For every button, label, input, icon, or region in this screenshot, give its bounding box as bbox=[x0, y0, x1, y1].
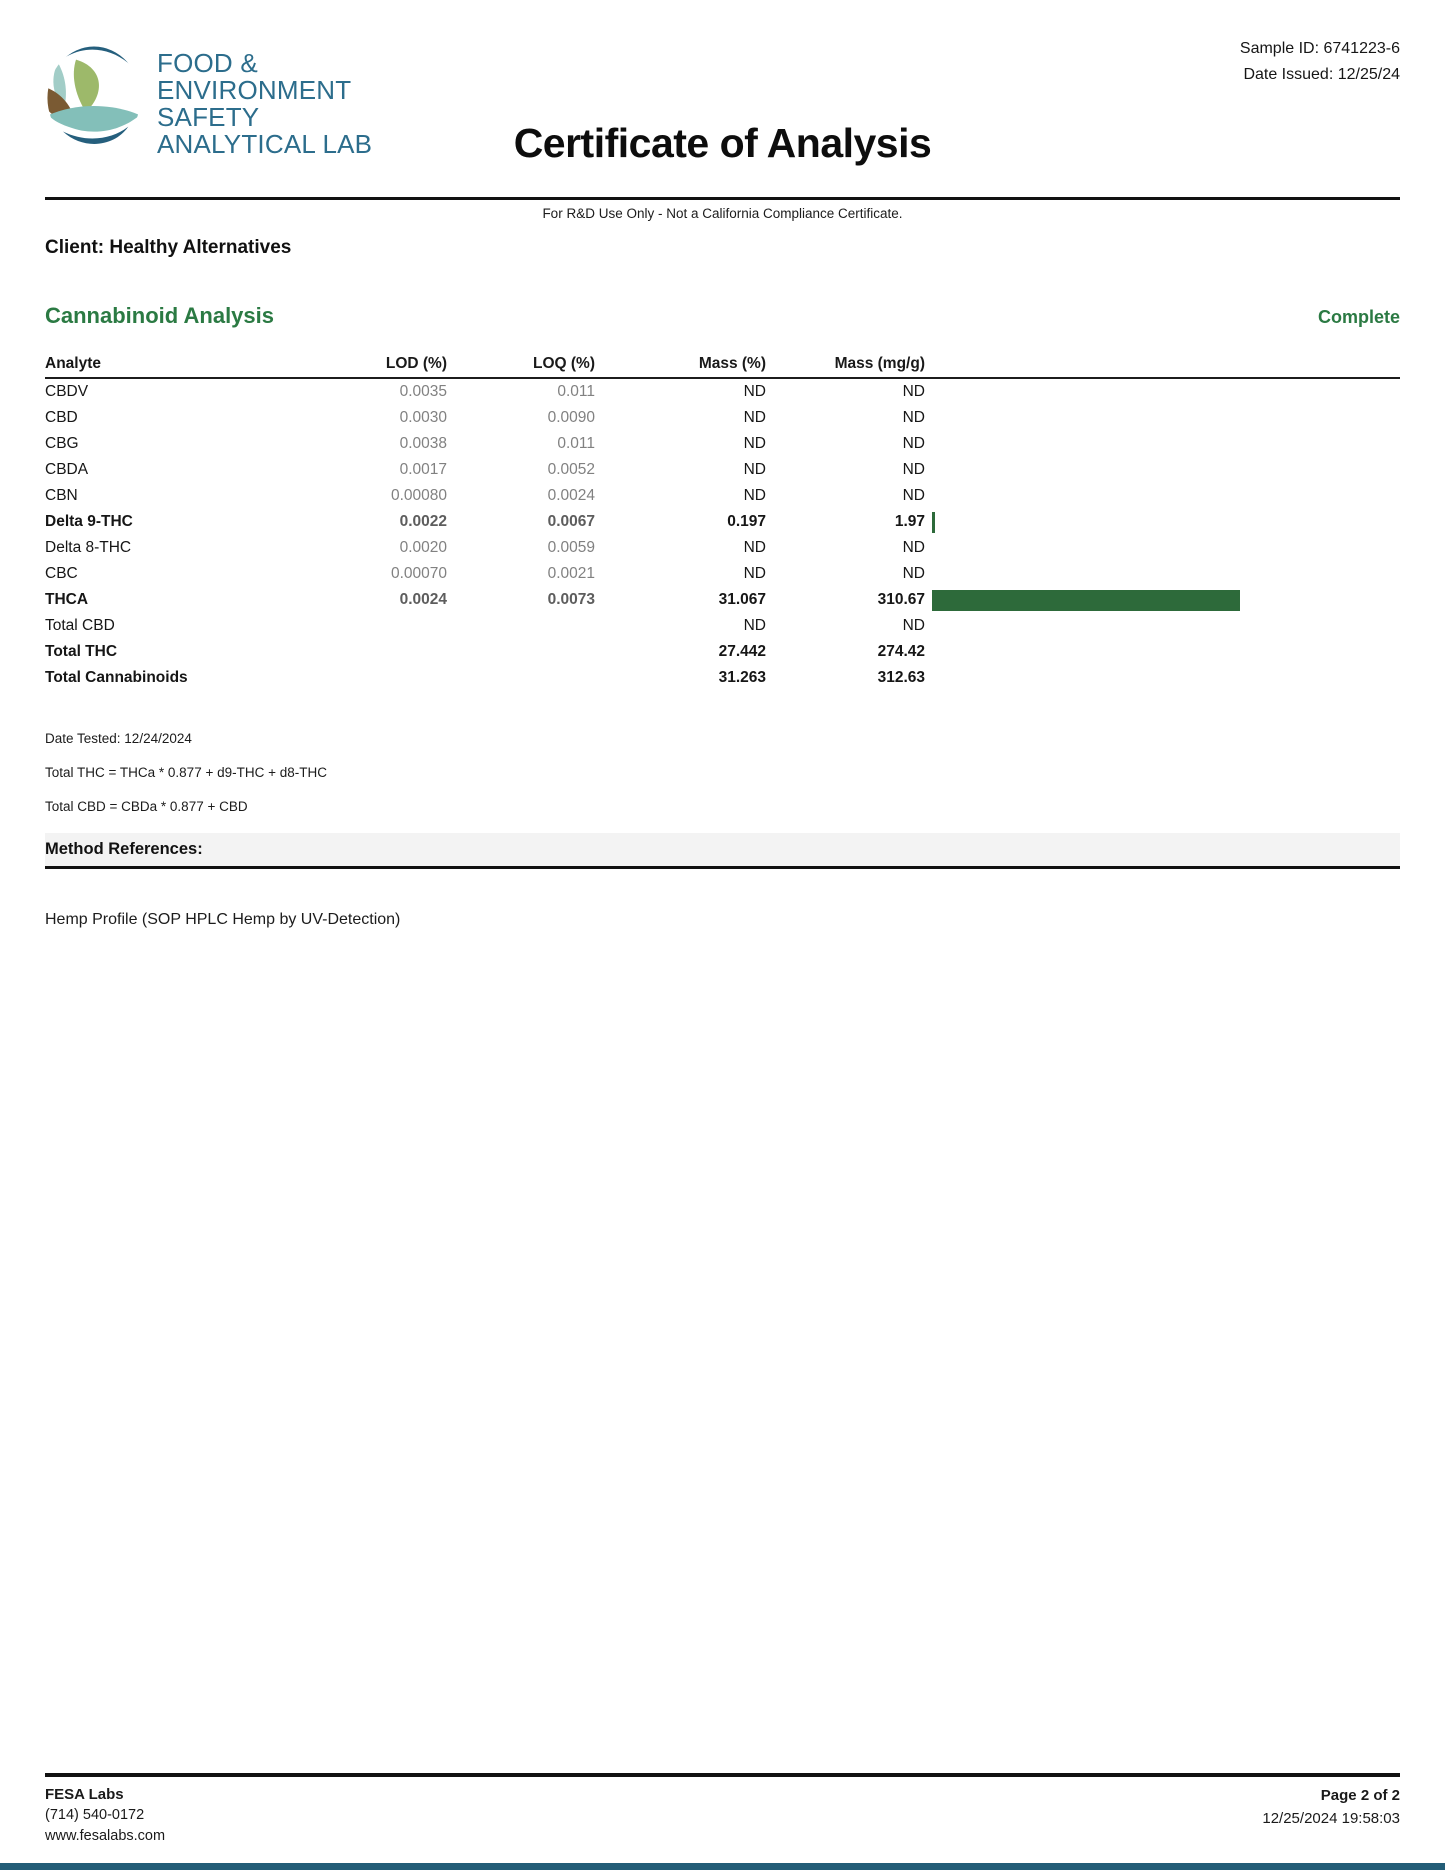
mass-mg-cell: 1.97 bbox=[894, 513, 925, 530]
lod-cell: 0.0035 bbox=[399, 383, 447, 400]
mass-mg-cell: ND bbox=[902, 409, 925, 426]
table-row bbox=[45, 509, 1400, 535]
mass-pct-cell: ND bbox=[743, 383, 766, 400]
footer-page-info bbox=[1262, 1784, 1400, 1847]
loq-cell: 0.0059 bbox=[547, 539, 595, 556]
column-header-lod: LOD (%) bbox=[385, 355, 447, 372]
mass-bar-cell bbox=[925, 509, 1400, 535]
mass-pct-cell: 0.197 bbox=[727, 513, 766, 530]
loq-cell: 0.011 bbox=[557, 435, 595, 452]
mass-pct-cell: ND bbox=[743, 461, 766, 478]
method-reference-item: Hemp Profile (SOP HPLC Hemp by UV-Detection) bbox=[45, 911, 401, 928]
table-row bbox=[45, 639, 1400, 665]
analyte-cell: Delta 9-THC bbox=[45, 513, 133, 530]
table-header-row bbox=[45, 351, 1400, 379]
mass-pct-cell: ND bbox=[743, 435, 766, 452]
mass-bar-cell bbox=[925, 483, 1400, 509]
column-header-mass-mg: Mass (mg/g) bbox=[834, 355, 925, 372]
mass-mg-cell: ND bbox=[902, 617, 925, 634]
loq-cell: 0.0067 bbox=[547, 513, 595, 530]
mass-mg-cell: ND bbox=[902, 461, 925, 478]
analyte-cell: CBC bbox=[45, 565, 78, 582]
analyte-cell: Total THC bbox=[45, 643, 118, 660]
mass-bar bbox=[932, 512, 935, 533]
date-issued: Date Issued: 12/25/24 bbox=[1243, 66, 1400, 83]
lod-cell: 0.0022 bbox=[399, 513, 447, 530]
footer-lab-name: FESA Labs bbox=[45, 1786, 124, 1803]
lab-logo-emblem-icon bbox=[45, 42, 143, 154]
mass-bar-cell bbox=[925, 639, 1400, 665]
table-row bbox=[45, 535, 1400, 561]
section-heading bbox=[45, 303, 1400, 329]
header bbox=[45, 0, 1400, 197]
lod-cell: 0.0017 bbox=[399, 461, 447, 478]
method-references-heading: Method References: bbox=[45, 840, 203, 858]
mass-bar-cell bbox=[925, 535, 1400, 561]
mass-pct-cell: 31.067 bbox=[718, 591, 766, 608]
lod-cell: 0.00080 bbox=[390, 487, 447, 504]
mass-bar-cell bbox=[925, 561, 1400, 587]
mass-mg-cell: ND bbox=[902, 435, 925, 452]
table-row bbox=[45, 405, 1400, 431]
section-title: Cannabinoid Analysis bbox=[45, 303, 275, 328]
column-header-analyte: Analyte bbox=[45, 355, 101, 372]
analyte-cell: Total Cannabinoids bbox=[45, 669, 188, 686]
footer bbox=[45, 1773, 1400, 1847]
table-row bbox=[45, 483, 1400, 509]
table-row bbox=[45, 457, 1400, 483]
lab-logo-text bbox=[157, 50, 372, 158]
mass-pct-cell: ND bbox=[743, 539, 766, 556]
mass-bar-cell bbox=[925, 665, 1400, 691]
cannabinoid-table bbox=[45, 351, 1400, 691]
lod-cell: 0.00070 bbox=[390, 565, 447, 582]
table-row bbox=[45, 431, 1400, 457]
mass-pct-cell: 27.442 bbox=[718, 643, 766, 660]
column-header-loq: LOQ (%) bbox=[533, 355, 595, 372]
mass-mg-cell: ND bbox=[902, 383, 925, 400]
mass-pct-cell: ND bbox=[743, 409, 766, 426]
mass-bar-cell bbox=[925, 379, 1400, 405]
loq-cell: 0.0024 bbox=[547, 487, 595, 504]
mass-mg-cell: 310.67 bbox=[877, 591, 925, 608]
lod-cell: 0.0024 bbox=[399, 591, 447, 608]
document-title: Certificate of Analysis bbox=[513, 120, 932, 166]
analyte-cell: CBN bbox=[45, 487, 78, 504]
mass-bar-cell bbox=[925, 431, 1400, 457]
notes-block bbox=[45, 731, 1400, 814]
mass-pct-cell: ND bbox=[743, 617, 766, 634]
loq-cell: 0.0090 bbox=[547, 409, 595, 426]
footer-timestamp: 12/25/2024 19:58:03 bbox=[1262, 1810, 1400, 1827]
certificate-page bbox=[0, 0, 1445, 929]
mass-mg-cell: 312.63 bbox=[877, 669, 925, 686]
footer-phone: (714) 540-0172 bbox=[45, 1807, 145, 1823]
footer-website: www.fesalabs.com bbox=[45, 1828, 166, 1844]
lab-logo bbox=[45, 42, 372, 158]
sample-meta bbox=[1240, 36, 1400, 88]
mass-mg-cell: ND bbox=[902, 487, 925, 504]
footer-lab-info bbox=[45, 1784, 165, 1847]
table-row bbox=[45, 379, 1400, 405]
analyte-cell: THCA bbox=[45, 591, 89, 608]
mass-pct-cell: ND bbox=[743, 565, 766, 582]
note-total-thc-formula: Total THC = THCa * 0.877 + d9-THC + d8-THC bbox=[45, 765, 327, 780]
sample-id: Sample ID: 6741223-6 bbox=[1239, 40, 1400, 57]
note-date-tested: Date Tested: 12/24/2024 bbox=[45, 731, 192, 746]
method-references-band bbox=[45, 833, 1400, 869]
note-total-cbd-formula: Total CBD = CBDa * 0.877 + CBD bbox=[45, 799, 248, 814]
document-subtitle: For R&D Use Only - Not a California Compliance Certificate. bbox=[542, 206, 903, 221]
lod-cell: 0.0030 bbox=[399, 409, 447, 426]
header-divider bbox=[45, 197, 1400, 200]
mass-bar-cell bbox=[925, 613, 1400, 639]
table-row bbox=[45, 587, 1400, 613]
loq-cell: 0.0052 bbox=[547, 461, 595, 478]
status-badge: Complete bbox=[1317, 307, 1400, 327]
analyte-cell: CBDV bbox=[45, 383, 89, 400]
loq-cell: 0.0073 bbox=[547, 591, 595, 608]
logo-line: ANALYTICAL LAB bbox=[157, 129, 373, 159]
table-row bbox=[45, 665, 1400, 691]
table-body bbox=[45, 379, 1400, 691]
mass-mg-cell: 274.42 bbox=[877, 643, 925, 660]
column-header-mass-pct: Mass (%) bbox=[698, 355, 766, 372]
analyte-cell: CBDA bbox=[45, 461, 89, 478]
mass-mg-cell: ND bbox=[902, 539, 925, 556]
mass-bar-cell bbox=[925, 405, 1400, 431]
loq-cell: 0.0021 bbox=[547, 565, 595, 582]
lod-cell: 0.0038 bbox=[399, 435, 447, 452]
loq-cell: 0.011 bbox=[557, 383, 595, 400]
logo-line: SAFETY bbox=[157, 102, 260, 132]
client-name: Client: Healthy Alternatives bbox=[45, 237, 292, 258]
mass-pct-cell: 31.263 bbox=[718, 669, 766, 686]
mass-mg-cell: ND bbox=[902, 565, 925, 582]
analyte-cell: CBD bbox=[45, 409, 78, 426]
page-number: Page 2 of 2 bbox=[1320, 1787, 1400, 1804]
logo-line: ENVIRONMENT bbox=[157, 75, 352, 105]
mass-bar-cell bbox=[925, 587, 1400, 613]
analyte-cell: Delta 8-THC bbox=[45, 539, 132, 556]
logo-line: FOOD & bbox=[157, 48, 258, 78]
table-row bbox=[45, 561, 1400, 587]
table-row bbox=[45, 613, 1400, 639]
lod-cell: 0.0020 bbox=[399, 539, 447, 556]
analyte-cell: Total CBD bbox=[45, 617, 115, 634]
bottom-edge-bar bbox=[0, 1863, 1445, 1870]
mass-pct-cell: ND bbox=[743, 487, 766, 504]
analyte-cell: CBG bbox=[45, 435, 79, 452]
mass-bar-cell bbox=[925, 457, 1400, 483]
mass-bar bbox=[932, 590, 1240, 611]
